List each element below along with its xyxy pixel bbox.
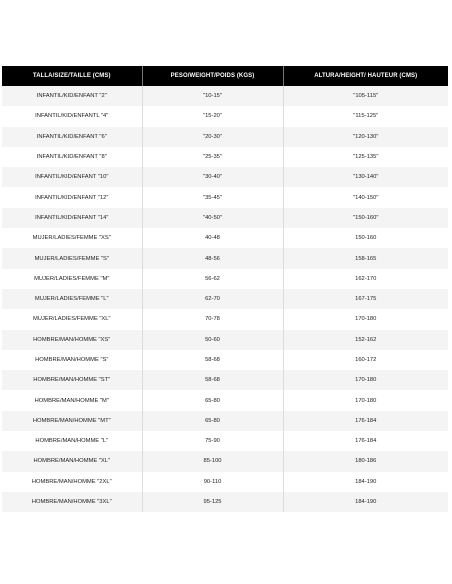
height-cell: 184-190: [283, 492, 448, 512]
height-cell: 170-180: [283, 390, 448, 410]
size-cell: INFANTIL/KID/ENFANT "10": [2, 167, 142, 187]
weight-cell: 40-48: [142, 228, 283, 248]
size-cell: MUJER/LADIES/FEMME "S": [2, 248, 142, 268]
table-row: [2, 269, 448, 289]
weight-cell: 58-68: [142, 350, 283, 370]
table-row: [2, 309, 448, 329]
weight-cell: "25-35": [142, 147, 283, 167]
height-cell: "120-130": [283, 127, 448, 147]
table-row: [2, 167, 448, 187]
weight-cell: "30-40": [142, 167, 283, 187]
size-cell: MUJER/LADIES/FEMME "XS": [2, 228, 142, 248]
weight-cell: 70-78: [142, 309, 283, 329]
weight-cell: 48-56: [142, 248, 283, 268]
height-cell: 180-186: [283, 451, 448, 471]
size-cell: HOMBRE/MAN/HOMME "ST": [2, 370, 142, 390]
table-row: [2, 330, 448, 350]
height-cell: 152-162: [283, 330, 448, 350]
weight-cell: 85-100: [142, 451, 283, 471]
table-row: [2, 187, 448, 207]
table-row: [2, 228, 448, 248]
size-cell: MUJER/LADIES/FEMME "XL": [2, 309, 142, 329]
height-cell: 176-184: [283, 411, 448, 431]
size-cell: HOMBRE/MAN/HOMME "2XL": [2, 472, 142, 492]
header-weight: PESO/WEIGHT/POIDS (KGS): [142, 66, 283, 86]
height-cell: 158-165: [283, 248, 448, 268]
size-cell: INFANTIL/KID/ENFANT "14": [2, 208, 142, 228]
height-cell: 176-184: [283, 431, 448, 451]
table-row: [2, 492, 448, 512]
table-row: [2, 370, 448, 390]
table-row: [2, 86, 448, 106]
height-cell: 160-172: [283, 350, 448, 370]
weight-cell: "35-45": [142, 187, 283, 207]
weight-cell: "10-15": [142, 86, 283, 106]
table-row: [2, 451, 448, 471]
height-cell: "140-150": [283, 187, 448, 207]
size-cell: INFANTIL/KID/ENFANT "2": [2, 86, 142, 106]
size-cell: HOMBRE/MAN/HOMME "3XL": [2, 492, 142, 512]
weight-cell: "40-50": [142, 208, 283, 228]
header-row: [2, 66, 448, 86]
size-cell: INFANTIL/KID/ENFANT "8": [2, 147, 142, 167]
table-row: [2, 431, 448, 451]
size-chart-body: [2, 86, 448, 512]
table-row: [2, 350, 448, 370]
size-cell: HOMBRE/MAN/HOMME "S": [2, 350, 142, 370]
size-cell: MUJER/LADIES/FEMME "M": [2, 269, 142, 289]
size-cell: HOMBRE/MAN/HOMME "MT": [2, 411, 142, 431]
weight-cell: 75-90: [142, 431, 283, 451]
weight-cell: 50-60: [142, 330, 283, 350]
table-row: [2, 411, 448, 431]
height-cell: "125-135": [283, 147, 448, 167]
weight-cell: 56-62: [142, 269, 283, 289]
size-cell: HOMBRE/MAN/HOMME "L": [2, 431, 142, 451]
size-cell: HOMBRE/MAN/HOMME "XL": [2, 451, 142, 471]
height-cell: 170-180: [283, 309, 448, 329]
table-row: [2, 472, 448, 492]
size-chart-table: [2, 66, 448, 512]
table-row: [2, 248, 448, 268]
size-cell: INFANTIL/KID/ENFANTL "4": [2, 106, 142, 126]
table-row: [2, 147, 448, 167]
size-cell: INFANTIL/KID/ENFANT "6": [2, 127, 142, 147]
height-cell: "150-160": [283, 208, 448, 228]
table-row: [2, 127, 448, 147]
weight-cell: 62-70: [142, 289, 283, 309]
table-row: [2, 208, 448, 228]
size-chart-header: [2, 66, 448, 86]
table-row: [2, 106, 448, 126]
weight-cell: 90-110: [142, 472, 283, 492]
height-cell: 167-175: [283, 289, 448, 309]
weight-cell: 65-80: [142, 390, 283, 410]
weight-cell: "15-20": [142, 106, 283, 126]
size-cell: HOMBRE/MAN/HOMME "M": [2, 390, 142, 410]
header-height: ALTURA/HEIGHT/ HAUTEUR (CMS): [283, 66, 448, 86]
size-cell: MUJER/LADIES/FEMME "L": [2, 289, 142, 309]
height-cell: 162-170: [283, 269, 448, 289]
height-cell: "105-115": [283, 86, 448, 106]
weight-cell: "20-30": [142, 127, 283, 147]
header-size: TALLA/SIZE/TAILLE (CMS): [2, 66, 142, 86]
table-row: [2, 390, 448, 410]
height-cell: 184-190: [283, 472, 448, 492]
height-cell: 150-160: [283, 228, 448, 248]
weight-cell: 95-125: [142, 492, 283, 512]
height-cell: 170-180: [283, 370, 448, 390]
table-row: [2, 289, 448, 309]
weight-cell: 58-68: [142, 370, 283, 390]
height-cell: "115-125": [283, 106, 448, 126]
size-cell: INFANTIL/KID/ENFANT "12": [2, 187, 142, 207]
weight-cell: 65-80: [142, 411, 283, 431]
height-cell: "130-140": [283, 167, 448, 187]
size-cell: HOMBRE/MAN/HOMME "XS": [2, 330, 142, 350]
